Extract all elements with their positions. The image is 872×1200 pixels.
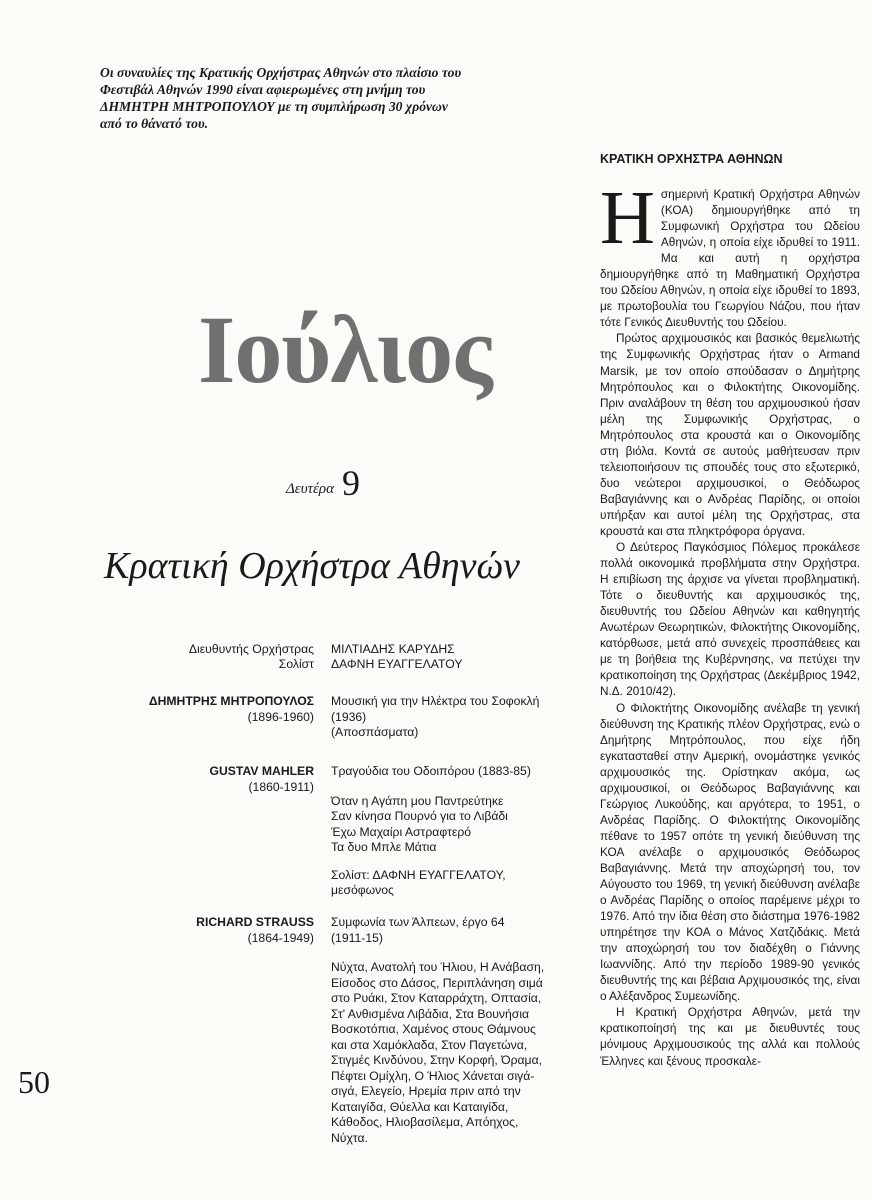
month-heading: Ιούλιος	[198, 296, 492, 403]
sidebar-heading: ΚΡΑΤΙΚΗ ΟΡΧΗΣΤΡΑ ΑΘΗΝΩΝ	[600, 152, 783, 166]
work-title: Μουσική για την Ηλέκτρα του Σοφοκλή	[331, 694, 540, 708]
soloist-note-line: Σολίστ: ΔΑΦΝΗ ΕΥΑΓΓΕΛΑΤΟΥ,	[331, 867, 506, 882]
soloist-role: Σολίστ	[278, 657, 314, 671]
movement-line: Στ' Ανθισμένα Λιβάδια, Στα Βουνήσια	[331, 1006, 530, 1021]
composer-name: ΔΗΜΗΤΡΗΣ ΜΗΤΡΟΠΟΥΛΟΣ	[148, 694, 314, 708]
concert-date	[286, 462, 360, 504]
soloist-note-line: μεσόφωνος	[331, 883, 394, 897]
composer-years: (1896-1960)	[247, 709, 314, 724]
concert-title: Κρατική Ορχήστρα Αθηνών	[104, 545, 520, 587]
composer-name: GUSTAV MAHLER	[209, 764, 314, 778]
work-year: (1911-15)	[331, 930, 383, 945]
movement-line: Καταιγίδα, Θύελλα και Καταιγίδα,	[331, 1099, 509, 1114]
day-number: 9	[341, 463, 360, 503]
article-paragraph: Η Κρατική Ορχήστρα Αθηνών, μετά την κρατικοποίησή της και με διευθυντές τους μόνιμους Αρχιμουσικούς της αλλά και πολλούς Έλληνες και ξένους προσκαλε-	[600, 1005, 860, 1068]
movement-line: Βοσκοτόπια, Χαμένος στους Θάμνους	[331, 1022, 536, 1036]
program-item-composer-block	[149, 694, 314, 725]
article-paragraph: Πρώτος αρχιμουσικός και βασικός θεμελιωτής της Συμφωνικής Ορχήστρας ήταν ο Armand Marsik, με τον οποίο σπούδασαν ο Δημήτρης Μητρόπουλος και ο Φιλοκτήτης Οικονομίδης. Πριν αναλάβουν τη θέση του αρχιμουσικού ήσαν μέλη της Συμφωνικής Ορχήστρας, ο Μητρόπουλος στα κρουστά και ο Οικονομίδης στη βιόλα. Κοντά σε αυτούς μαθήτευσαν πριν τελειοποιήσουν τις σπουδές τους στο εξωτερικό, δυο νεώτεροι αρχιμουσικοί, ο Θεόδωρος Βαβαγιάννης και ο Ανδρέας Παρίδης, οι οποίοι υπήρξαν και αυτοί μέλη της Ορχήστρας, στα κρουστά και στα πληκτρόφορα όργανα.	[600, 331, 860, 538]
program-item-composer-block	[196, 915, 314, 946]
drop-cap: Η	[600, 176, 655, 260]
conductor-name: ΜΙΛΤΙΑΔΗΣ ΚΑΡΥΔΗΣ	[331, 642, 455, 656]
song-title: Σαν κίνησα Πουρνό για το Λιβάδι	[331, 809, 508, 823]
work-title: Τραγούδια του Οδοιπόρου (1883-85)	[331, 764, 531, 778]
movement-list	[331, 960, 545, 1146]
movement-line: Κάθοδος, Ηλιοβασίλεμα, Απόηχος,	[331, 1115, 519, 1129]
movement-line: και στα Χαμόκλαδα, Στον Παγετώνα,	[331, 1037, 528, 1052]
work-title: Συμφωνία των Άλπεων, έργο 64	[331, 915, 505, 929]
movement-line: Είσοδος στο Δάσος, Περιπλάνηση σιμά	[331, 975, 543, 990]
work-note: (Αποσπάσματα)	[331, 725, 419, 739]
program-item-work-block	[331, 694, 545, 741]
movement-line: στο Ρυάκι, Στον Καταρράχτη, Οπτασία,	[331, 991, 542, 1005]
song-title: Έχω Μαχαίρι Αστραφτερό	[331, 824, 472, 839]
soloist-note	[331, 868, 545, 899]
movement-line: σιγά, Ελεγείο, Ηρεμία πριν από την	[331, 1084, 521, 1098]
work-year: (1936)	[331, 709, 367, 724]
sidebar-article	[600, 176, 860, 1069]
program-item-work-block	[331, 764, 545, 899]
composer-years: (1864-1949)	[247, 930, 314, 945]
soloist-name: ΔΑΦΝΗ ΕΥΑΓΓΕΛΑΤΟΥ	[331, 657, 463, 671]
song-title: Τα δυο Μπλε Μάτια	[331, 840, 437, 854]
article-paragraph: σημερινή Κρατική Ορχήστρα Αθηνών (ΚΟΑ) δημιουργήθηκε από τη Συμφωνική Ορχήστρα του Ωδείου Αθηνών, η οποία είχε ιδρυθεί το 1911. Μα και αυτή η ορχήστρα δημιουργήθηκε από τη Μαθηματική Ορχήστρα του Ωδείου Αθηνών, η οποία είχε ιδρυθεί το 1893, με πρωτοβουλία του Γεωργίου Νάζου, που ήταν τότε Γενικός Διευθυντής του Ωδείου.	[600, 187, 860, 330]
day-name: Δευτέρα	[286, 481, 334, 497]
program-item-work-block	[331, 915, 545, 1146]
article-paragraph: Ο Φιλοκτήτης Οικονομίδης ανέλαβε τη γενική διεύθυνση της Κρατικής πλέον Ορχήστρας, ενώ ο Δημήτρης Μητρόπουλος, που είχε ήδη εγκατασταθεί στην Αμερική, ονομάστηκε γενικός αρχιμουσικός της. Ορίστηκαν ακόμα, ως αρχιμουσικοί, οι Θεόδωρος Βαβαγιάννης και Γεώργιος Λυκούδης, και αργότερα, το 1951, ο Ανδρέας Παρίδης. Ο Φιλοκτήτης Οικονομίδης πέθανε το 1957 οπότε τη γενική διεύθυνση της ΚΟΑ ανέλαβε ο αρχιμουσικός Θεόδωρος Βαβαγιάννης. Μετά την αποχώρησή του, τον Αύγουστο του 1969, τη γενική διεύθυνση ανέλαβε ο Ανδρέας Παρίδης ο οποίος παρέμεινε μέχρι το 1976. Από την ίδια θέση στο διάστημα 1976-1982 υπηρέτησε την ΚΟΑ ο Μάνος Χατζιδάκις. Μετά την αποχώρησή του τον διαδέχθη ο Γιάννης Ιωαννίδης. Από την περίοδο 1989-90 γενικός διευθυντής της και βέβαια Αρχιμουσικός της, είναι ο Αλέξανδρος Συμεωνίδης.	[600, 700, 860, 1004]
dedication-text: Οι συναυλίες της Κρατικής Ορχήστρας Αθηνών στο πλαίσιο του Φεστιβάλ Αθηνών 1990 είναι αφιερωμένες στη μνήμη του ΔΗΜΗΤΡΗ ΜΗΤΡΟΠΟΥΛΟΥ με τη συμπλήρωση 30 χρόνων από το θάνατό του.	[100, 65, 462, 131]
page-number: 50	[18, 1064, 50, 1100]
song-list	[331, 794, 545, 856]
composer-name: RICHARD STRAUSS	[196, 915, 314, 929]
conductor-role: Διευθυντής Ορχήστρας	[188, 642, 314, 656]
article-paragraph: Ο Δεύτερος Παγκόσμιος Πόλεμος προκάλεσε πολλά οικονομικά προβλήματα στην Ορχήστρα. Η επιβίωση της άρχισε να γίνεται προβληματική. Τότε ο διευθυντής και αρχιμουσικός της, διευθυντής του Ωδείου Αθηνών και καθηγητής Ανωτέρων Θεωρητικών, Φιλοκτήτης Οικονομίδης, κατόρθωσε, μετά από συνεχείς προσπάθειες και με τη βοήθεια της Κυβέρνησης, να πετύχει την κρατικοποίηση της Ορχήστρας (Δεκέμβριος 1942, Ν.Δ. 2010/42).	[600, 540, 860, 699]
movement-line: Πέφτει Ομίχλη, Ο Ήλιος Χάνεται σιγά-	[331, 1068, 535, 1083]
song-title: Όταν η Αγάπη μου Παντρεύτηκε	[331, 793, 504, 808]
movement-line: Στιγμές Κινδύνου, Στην Κορφή, Όραμα,	[331, 1053, 543, 1067]
movement-line: Νύχτα.	[331, 1130, 368, 1145]
program-item-composer-block	[210, 764, 315, 795]
composer-years: (1860-1911)	[248, 779, 314, 794]
movement-line: Νύχτα, Ανατολή του Ήλιου, Η Ανάβαση,	[331, 960, 545, 974]
